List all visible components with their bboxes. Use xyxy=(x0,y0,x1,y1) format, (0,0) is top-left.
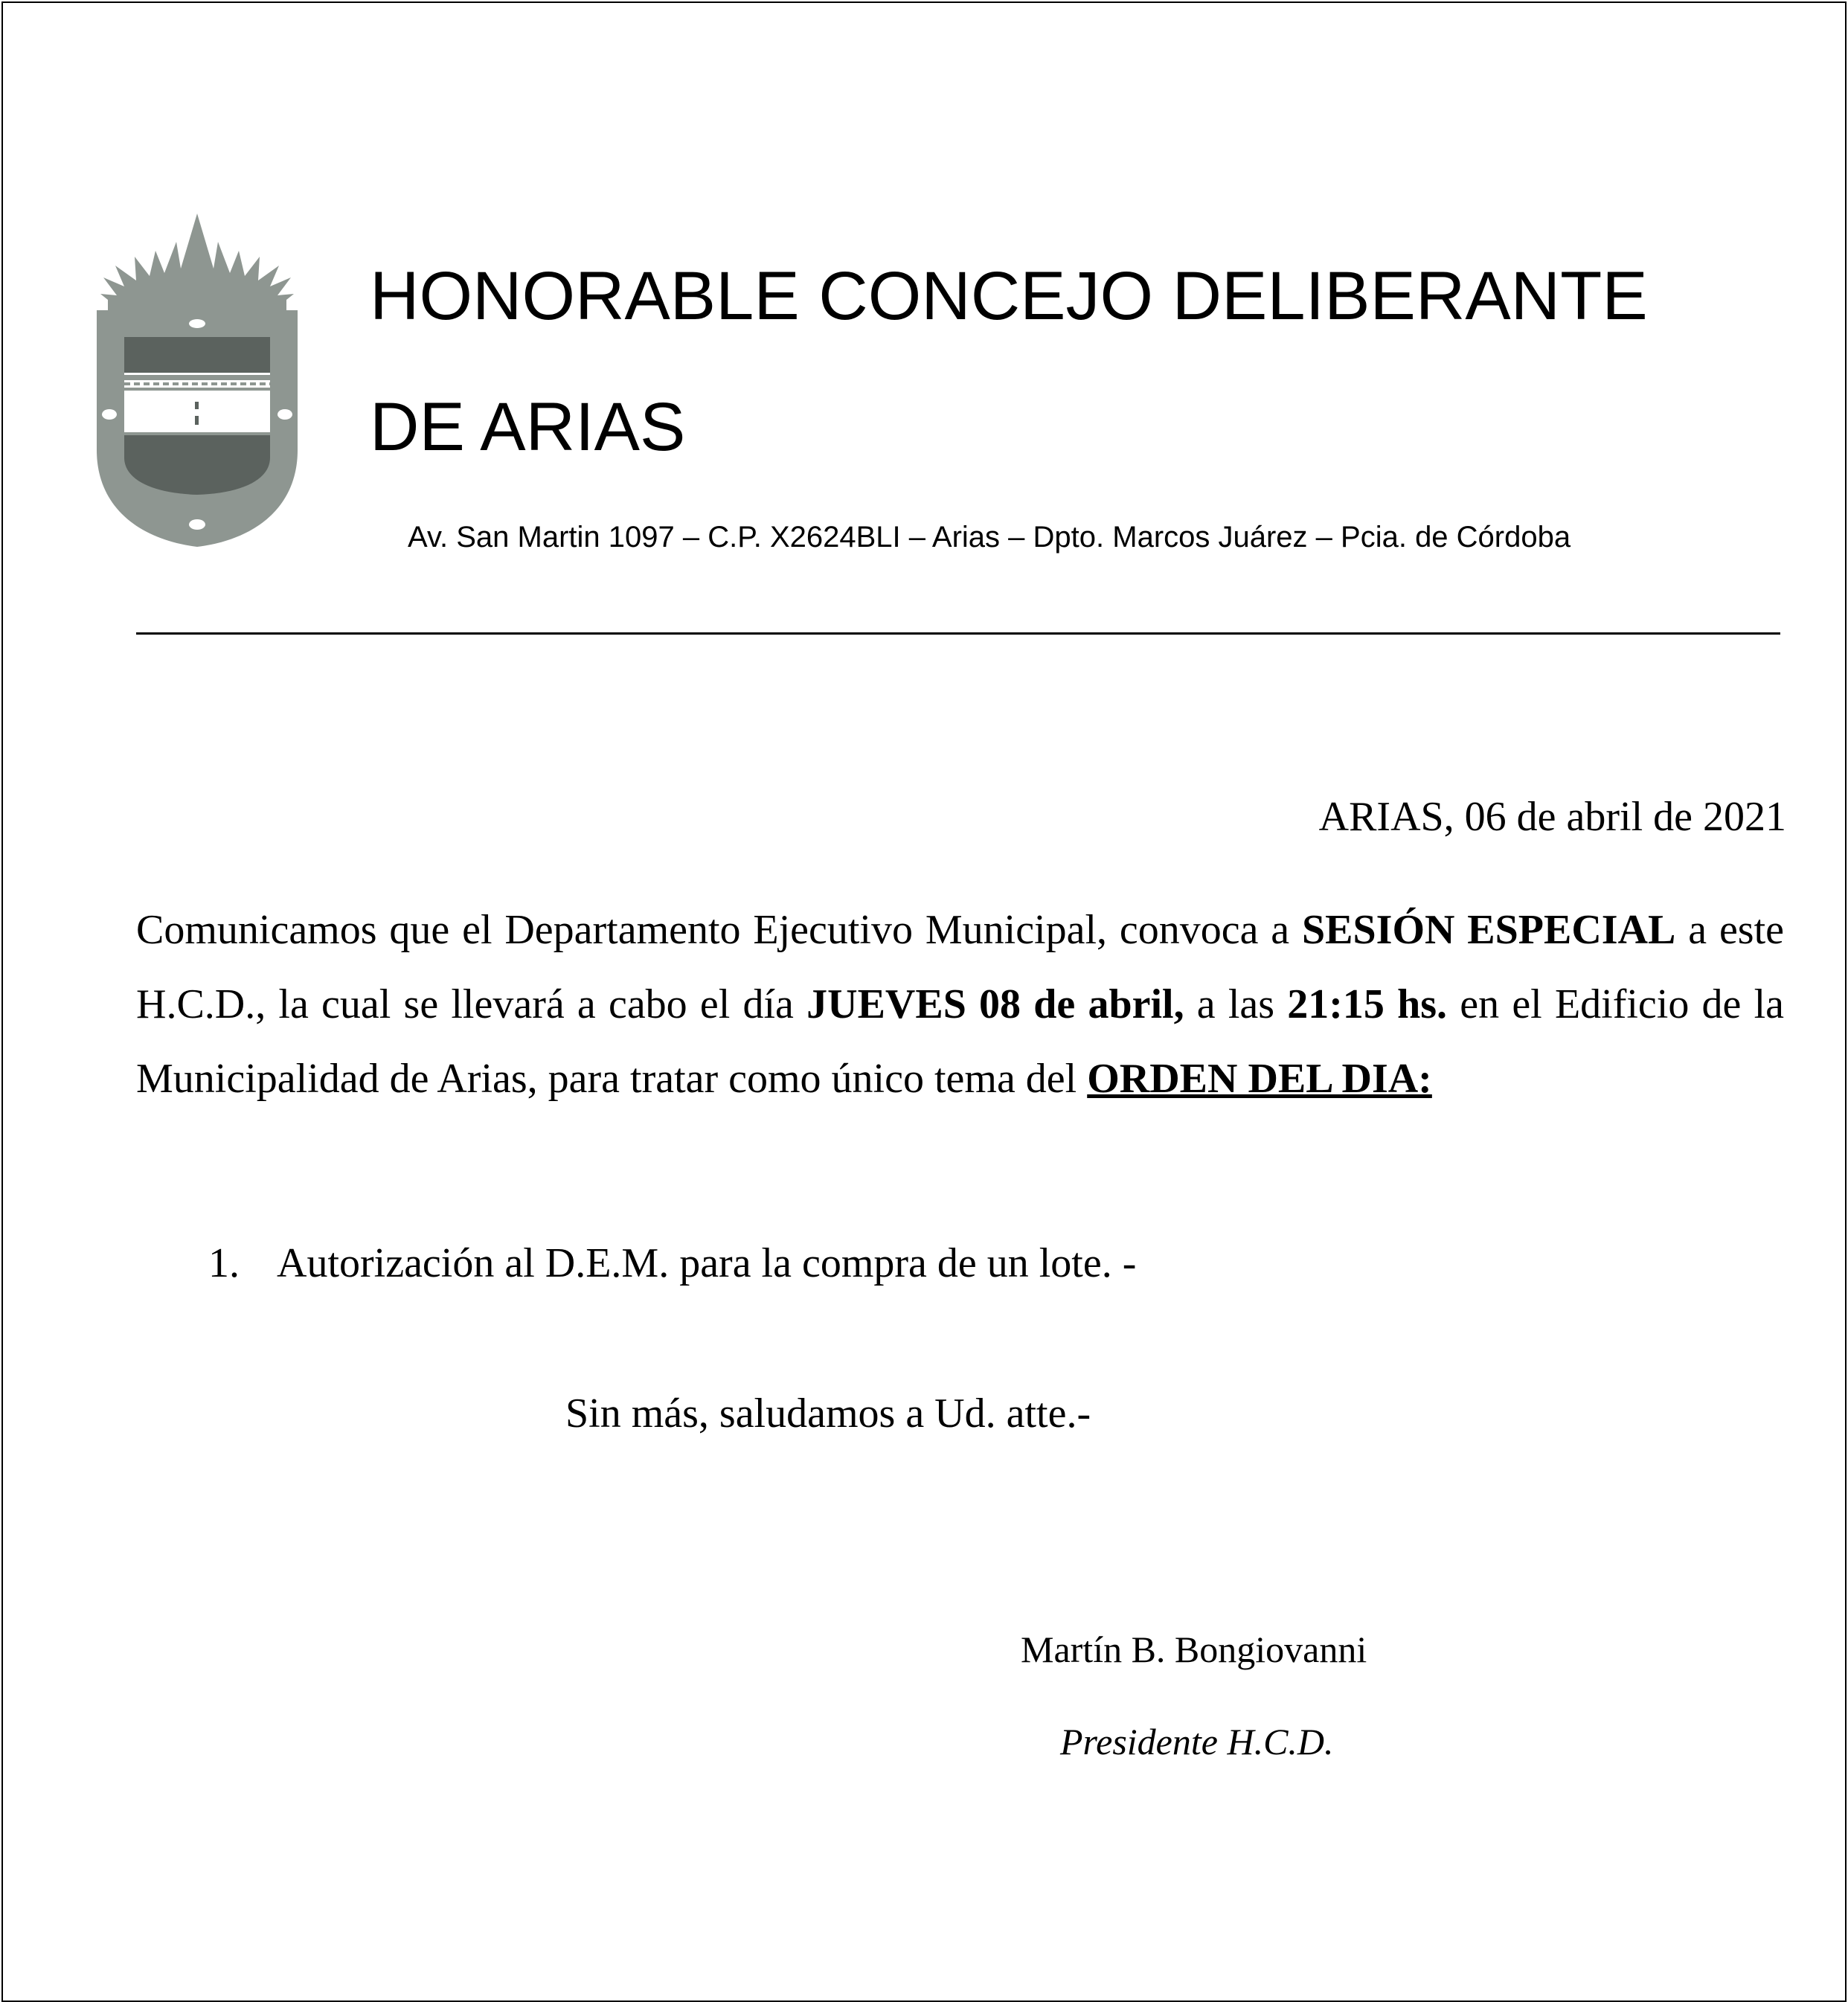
header-title-line2: DE ARIAS xyxy=(370,389,686,465)
header-divider xyxy=(136,632,1780,635)
header-title-line1: HONORABLE CONCEJO DELIBERANTE xyxy=(370,258,1648,334)
session-day: JUEVES 08 de abril, xyxy=(806,981,1184,1027)
body-text-segment: en el Edificio de la Municipalidad de Arias, para tratar como único tema del xyxy=(136,981,1785,1102)
body-text-segment: Comunicamos que el Departamento Ejecutivo Municipal, convoca a xyxy=(136,907,1303,953)
crest-sun-rays xyxy=(100,214,294,310)
body-text-segment: a este H.C.D., la cual se llevará a cabo el día xyxy=(136,907,1785,1027)
letter-closing: Sin más, saludamos a Ud. atte.- xyxy=(565,1390,1091,1437)
agenda-item-number: 1. xyxy=(208,1240,240,1286)
letter-body-paragraph xyxy=(136,893,1784,1116)
agenda-item-text: Autorización al D.E.M. para la compra de un lote. - xyxy=(277,1240,1137,1286)
letter-date: ARIAS, 06 de abril de 2021 xyxy=(1318,794,1786,840)
signer-name: Martín B. Bongiovanni xyxy=(1021,1629,1367,1670)
order-of-day-heading: ORDEN DEL DIA: xyxy=(1087,1056,1432,1102)
body-text-segment: a las xyxy=(1184,981,1288,1027)
session-type: SESIÓN ESPECIAL xyxy=(1302,907,1676,953)
header-address: Av. San Martin 1097 – C.P. X2624BLI – Arias – Dpto. Marcos Juárez – Pcia. de Córdoba xyxy=(408,521,1571,554)
municipal-crest-logo xyxy=(93,212,301,547)
agenda-item xyxy=(208,1239,1136,1287)
crest-top-band xyxy=(124,337,270,373)
session-time: 21:15 hs. xyxy=(1287,981,1448,1027)
signer-title: Presidente H.C.D. xyxy=(1060,1721,1334,1762)
